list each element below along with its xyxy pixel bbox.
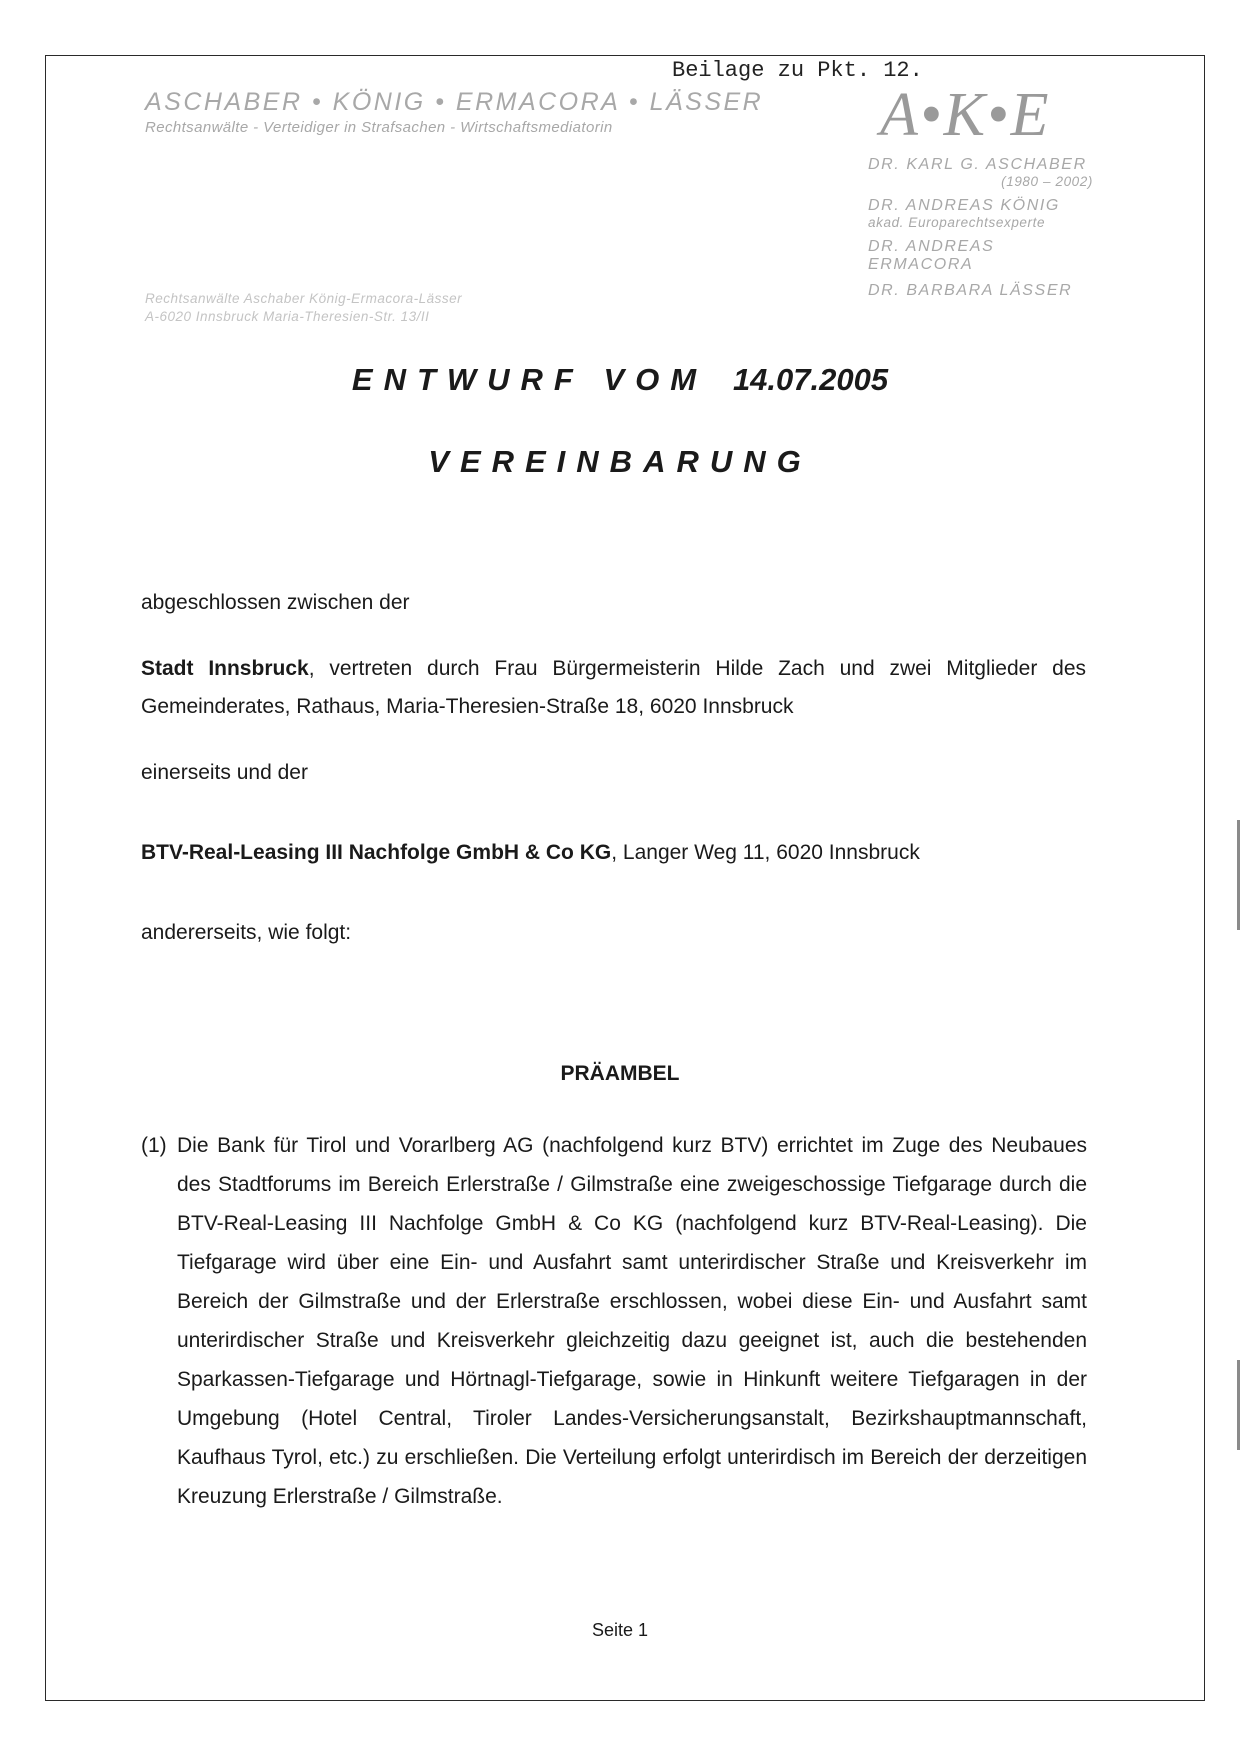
page-number: Seite 1 [591, 1620, 649, 1640]
draft-date: 14.07.2005 [732, 362, 889, 397]
item-number: (1) [141, 1134, 167, 1157]
draft-label: ENTWURF VOM [351, 362, 708, 397]
party-1 [141, 650, 1086, 726]
preamble-item [141, 1126, 1087, 1516]
intro-text: abgeschlossen zwischen der [141, 591, 410, 614]
draft-title [0, 362, 1240, 398]
preamble-heading: PRÄAMBEL [560, 1062, 680, 1085]
party-1-name: Stadt Innsbruck [141, 657, 309, 680]
party-2 [141, 834, 1086, 872]
return-address [145, 290, 462, 326]
partner-name: DR. ANDREAS ERMACORA [868, 238, 995, 273]
letterhead-firm [145, 88, 763, 136]
party-1-details: , vertreten durch Frau Bürgermeisterin Hilde Zach und zwei Mitglieder des Gemeinderates, Rathaus, Maria-Theresien-Straße 18, 6020 Innsbruck [141, 657, 1086, 718]
item-text: Die Bank für Tirol und Vorarlberg AG (nachfolgend kurz BTV) errichtet im Zuge des Neubaues des Stadtforums im Bereich Erlerstraße / Gilmstraße eine zweigeschossige Tiefgarage durch die BTV-Real-Leasing III Nachfolge GmbH & Co KG (nachfolgend kurz BTV-Real-Leasing). Die Tiefgarage wird über eine Ein- und Ausfahrt samt unterirdischer Straße und Kreisverkehr im Bereich der Gilmstraße und der Erlerstraße erschlossen, wobei diese Ein- und Ausfahrt samt unterirdischer Straße und Kreisverkehr gleichzeitig dazu geeignet ist, auch die bestehenden Sparkassen-Tiefgarage und Hörtnagl-Tiefgarage, sowie in Hinkunft weitere Tiefgaragen in der Umgebung (Hotel Central, Tiroler Landes-Versicherungsanstalt, Bezirkshauptmannschaft, Kaufhaus Tyrol, etc.) zu erschließen. Die Verteilung erfolgt unterirdisch im Bereich der derzeitigen Kreuzung Erlerstraße / Gilmstraße. [177, 1134, 1087, 1508]
connector-text: einerseits und der [141, 761, 308, 784]
partner-name: DR. KARL G. ASCHABER [868, 156, 1087, 173]
partner-name: DR. BARBARA LÄSSER [868, 282, 1073, 299]
party-2-details: , Langer Weg 11, 6020 Innsbruck [611, 841, 920, 864]
firm-name: ASCHABER • KÖNIG • ERMACORA • LÄSSER [145, 88, 764, 116]
closing-text: andererseits, wie folgt: [141, 921, 352, 944]
attachment-stamp: Beilage zu Pkt. 12. [672, 58, 923, 83]
firm-logo: A•K•E [880, 81, 1051, 149]
partner-name: DR. ANDREAS KÖNIG [868, 197, 1060, 214]
partner-list [868, 156, 1093, 300]
partner-note: akad. Europarechtsexperte [868, 215, 1046, 230]
document-title: VEREINBARUNG [428, 444, 812, 479]
return-address-line: Rechtsanwälte Aschaber König-Ermacora-Lässer [145, 291, 463, 306]
return-address-line: A-6020 Innsbruck Maria-Theresien-Str. 13/II [145, 309, 430, 324]
partner-note: (1980 – 2002) [1001, 174, 1093, 189]
firm-subtitle: Rechtsanwälte - Verteidiger in Strafsachen - Wirtschaftsmediatorin [145, 119, 613, 136]
party-2-name: BTV-Real-Leasing III Nachfolge GmbH & Co KG [141, 841, 612, 864]
